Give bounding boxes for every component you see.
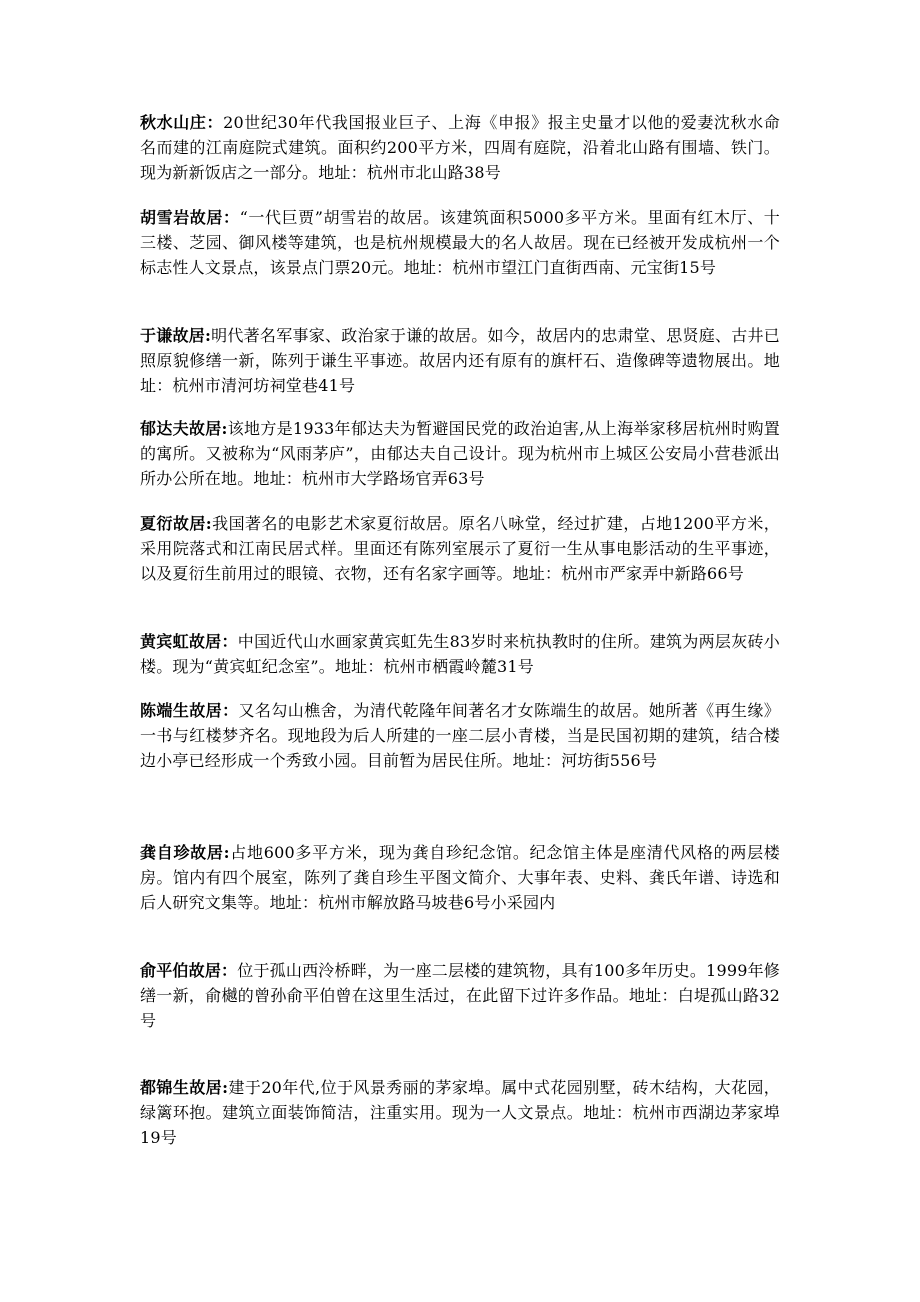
entry-chen-duansheng-residence	[140, 698, 780, 773]
entry-body: 我国著名的电影艺术家夏衍故居。原名八咏堂，经过扩建，占地1200平方米，采用院落式和江南民居式样。里面还有陈列室展示了夏衍一生从事电影活动的生平事迹，以及夏衍生前用过的眼镜、衣物，还有名家字画等。地址：杭州市严家弄中新路66号	[140, 514, 780, 583]
entry-body: 建于20年代,位于风景秀丽的茅家埠。属中式花园别墅，砖木结构，大花园，绿篱环抱。建筑立面装饰简洁，注重实用。现为一人文景点。地址：杭州市西湖边茅家埠19号	[140, 1078, 781, 1147]
entry-title: 龚自珍故居:	[140, 843, 230, 862]
entry-title: 都锦生故居:	[140, 1078, 229, 1097]
entry-title: 俞平伯故居：	[140, 961, 238, 980]
entry-title: 夏衍故居:	[140, 514, 212, 533]
entry-du-jinsheng-residence	[140, 1075, 780, 1150]
entry-yu-pingbo-residence	[140, 958, 780, 1033]
entry-body: 中国近代山水画家黄宾虹先生83岁时来杭执教时的住所。建筑为两层灰砖小楼。现为“黄宾虹纪念室”。地址：杭州市栖霞岭麓31号	[140, 632, 780, 676]
entry-qiushui-shanzhuang	[140, 110, 780, 185]
entry-body: 明代著名军事家、政治家于谦的故居。如今，故居内的忠肃堂、思贤庭、古井已照原貌修缮一新，陈列于谦生平事迹。故居内还有原有的旗杆石、造像碑等遗物展出。地址：杭州市清河坊祠堂巷41号	[140, 326, 780, 395]
entry-title: 郁达夫故居:	[140, 419, 228, 438]
entry-body: 20世纪30年代我国报业巨子、上海《申报》报主史量才以他的爱妻沈秋水命名而建的江南庭院式建筑。面积约200平方米，四周有庭院，沿着北山路有围墙、铁门。现为新新饭店之一部分。地址：杭州市北山路38号	[140, 113, 780, 182]
entry-body: 该地方是1933年郁达夫为暂避国民党的政治迫害,从上海举家移居杭州时购置的寓所。又被称为“风雨茅庐”，由郁达夫自己设计。现为杭州市上城区公安局小营巷派出所办公所在地。地址：杭州市大学路场官弄63号	[140, 419, 780, 488]
entry-huang-binhong-residence	[140, 629, 780, 679]
entry-yu-qian-residence	[140, 323, 780, 398]
entry-title: 秋水山庄：	[140, 113, 224, 132]
entry-body: “一代巨贾”胡雪岩的故居。该建筑面积5000多平方米。里面有红木厅、十三楼、芝园、御风楼等建筑，也是杭州规模最大的名人故居。现在已经被开发成杭州一个标志性人文景点，该景点门票20元。地址：杭州市望江门直街西南、元宝街15号	[140, 208, 780, 277]
entry-title: 于谦故居:	[140, 326, 212, 345]
entry-yu-dafu-residence	[140, 416, 780, 491]
entry-body: 占地600多平方米，现为龚自珍纪念馆。纪念馆主体是座清代风格的两层楼房。馆内有四个展室，陈列了龚自珍生平图文简介、大事年表、史料、龚氏年谱、诗选和后人研究文集等。地址：杭州市解放路马坡巷6号小采园内	[140, 843, 780, 912]
entry-body: 又名勾山樵舍，为清代乾隆年间著名才女陈端生的故居。她所著《再生缘》一书与红楼梦齐名。现地段为后人所建的一座二层小青楼，当是民国初期的建筑，结合楼边小亭已经形成一个秀致小园。目前暂为居民住所。地址：河坊街556号	[140, 701, 780, 770]
entry-title: 胡雪岩故居：	[140, 208, 240, 227]
entry-body: 位于孤山西泠桥畔，为一座二层楼的建筑物，具有100多年历史。1999年修缮一新，俞樾的曾孙俞平伯曾在这里生活过，在此留下过许多作品。地址：白堤孤山路32号	[140, 961, 780, 1030]
entry-xia-yan-residence	[140, 511, 780, 586]
entry-hu-xueyan-residence	[140, 205, 780, 280]
entry-title: 陈端生故居：	[140, 701, 239, 720]
entry-gong-zizhen-residence	[140, 840, 780, 915]
entry-title: 黄宾虹故居：	[140, 632, 238, 651]
